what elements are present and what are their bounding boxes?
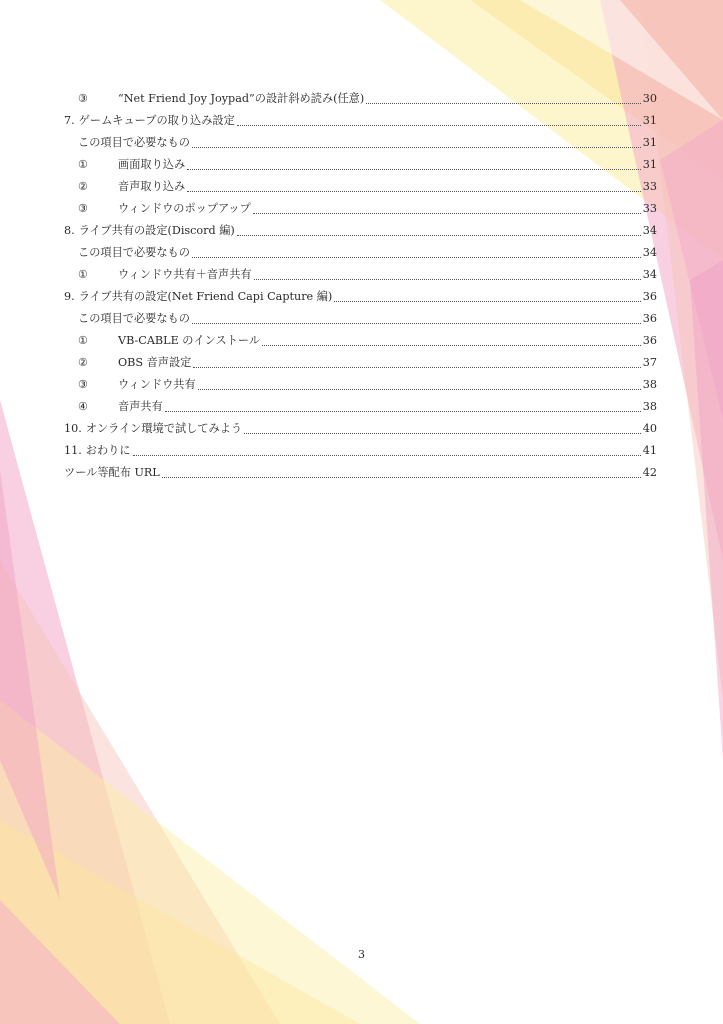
toc-entry-number: ③: [78, 202, 89, 215]
toc-entry-title: この項目で必要なもの: [78, 136, 190, 149]
toc-entry-page: 37: [642, 356, 657, 369]
toc-entry-title: “Net Friend Joy Joypad”の設計斜め読み(任意): [118, 92, 365, 105]
toc-entry[interactable]: [64, 88, 657, 110]
toc-entry[interactable]: [64, 418, 657, 440]
toc-leader-dots: [237, 124, 641, 126]
toc-entry[interactable]: [64, 308, 657, 330]
toc-entry-title: ライブ共有の設定(Discord 編): [78, 224, 235, 237]
toc-leader-dots: [187, 190, 641, 192]
toc-entry-number: ②: [78, 356, 89, 369]
toc-entry[interactable]: [64, 352, 657, 374]
toc-entry-title: 画面取り込み: [118, 158, 186, 171]
toc-leader-dots: [254, 278, 641, 280]
toc-entry-page: 36: [642, 290, 657, 303]
toc-entry-number: ①: [78, 158, 89, 171]
toc-entry-page: 33: [642, 180, 657, 193]
toc-entry-number: ④: [78, 400, 89, 413]
toc-entry[interactable]: [64, 330, 657, 352]
toc-entry-page: 36: [642, 312, 657, 325]
toc-entry-page: 38: [642, 400, 657, 413]
toc-entry-title: VB-CABLE のインストール: [118, 334, 261, 347]
toc-entry[interactable]: [64, 264, 657, 286]
toc-entry-number: 10.: [64, 422, 82, 435]
toc-leader-dots: [193, 366, 640, 368]
toc-entry-page: 31: [642, 136, 657, 149]
toc-entry-page: 34: [642, 268, 657, 281]
toc-entry-page: 38: [642, 378, 657, 391]
toc-entry-number: 9.: [64, 290, 75, 303]
toc-entry-title: この項目で必要なもの: [78, 246, 190, 259]
toc-leader-dots: [237, 234, 641, 236]
toc-leader-dots: [192, 146, 641, 148]
toc-entry[interactable]: [64, 176, 657, 198]
toc-leader-dots: [187, 168, 641, 170]
page-number: 3: [358, 948, 365, 961]
toc-entry[interactable]: [64, 242, 657, 264]
toc-entry-number: ①: [78, 268, 89, 281]
toc-entry-page: 31: [642, 158, 657, 171]
toc-leader-dots: [334, 300, 640, 302]
toc-entry-title: ウィンドウ共有: [118, 378, 196, 391]
toc-leader-dots: [162, 476, 641, 478]
toc-entry[interactable]: [64, 462, 657, 484]
toc-leader-dots: [192, 322, 641, 324]
toc-entry-page: 34: [642, 224, 657, 237]
table-of-contents: [64, 88, 657, 484]
toc-entry-number: 7.: [64, 114, 75, 127]
toc-entry-title: オンライン環境で試してみよう: [85, 422, 243, 435]
toc-entry-number: ③: [78, 378, 89, 391]
toc-entry-number: ③: [78, 92, 89, 105]
toc-entry[interactable]: [64, 440, 657, 462]
toc-entry-title: ウィンドウ共有＋音声共有: [118, 268, 252, 281]
toc-entry-page: 33: [642, 202, 657, 215]
toc-entry[interactable]: [64, 374, 657, 396]
toc-entry-title: OBS 音声設定: [118, 356, 192, 369]
toc-entry-number: 11.: [64, 444, 82, 457]
toc-entry[interactable]: [64, 220, 657, 242]
toc-entry-title: ライブ共有の設定(Net Friend Capi Capture 編): [78, 290, 333, 303]
toc-leader-dots: [198, 388, 641, 390]
toc-leader-dots: [262, 344, 641, 346]
toc-entry[interactable]: [64, 396, 657, 418]
toc-leader-dots: [192, 256, 641, 258]
toc-entry-page: 31: [642, 114, 657, 127]
toc-entry[interactable]: [64, 286, 657, 308]
toc-entry-title: おわりに: [85, 444, 131, 457]
toc-entry-title: 音声共有: [118, 400, 163, 413]
toc-entry-page: 30: [642, 92, 657, 105]
toc-entry-title: この項目で必要なもの: [78, 312, 190, 325]
bg-ray: [690, 260, 723, 760]
toc-entry-page: 40: [642, 422, 657, 435]
toc-entry-title: ツール等配布 URL: [64, 466, 160, 479]
toc-entry-page: 36: [642, 334, 657, 347]
toc-entry-page: 41: [642, 444, 657, 457]
toc-leader-dots: [244, 432, 641, 434]
toc-leader-dots: [253, 212, 641, 214]
toc-entry-number: ①: [78, 334, 89, 347]
toc-entry-title: ウィンドウのポップアップ: [118, 202, 251, 215]
toc-leader-dots: [133, 454, 641, 456]
toc-leader-dots: [366, 102, 641, 104]
toc-entry[interactable]: [64, 154, 657, 176]
toc-entry[interactable]: [64, 110, 657, 132]
toc-entry-number: 8.: [64, 224, 75, 237]
toc-entry-page: 34: [642, 246, 657, 259]
toc-entry-page: 42: [642, 466, 657, 479]
toc-entry[interactable]: [64, 198, 657, 220]
toc-leader-dots: [165, 410, 641, 412]
toc-entry-title: 音声取り込み: [118, 180, 186, 193]
toc-entry-number: ②: [78, 180, 89, 193]
toc-entry-title: ゲームキューブの取り込み設定: [78, 114, 235, 127]
toc-entry[interactable]: [64, 132, 657, 154]
